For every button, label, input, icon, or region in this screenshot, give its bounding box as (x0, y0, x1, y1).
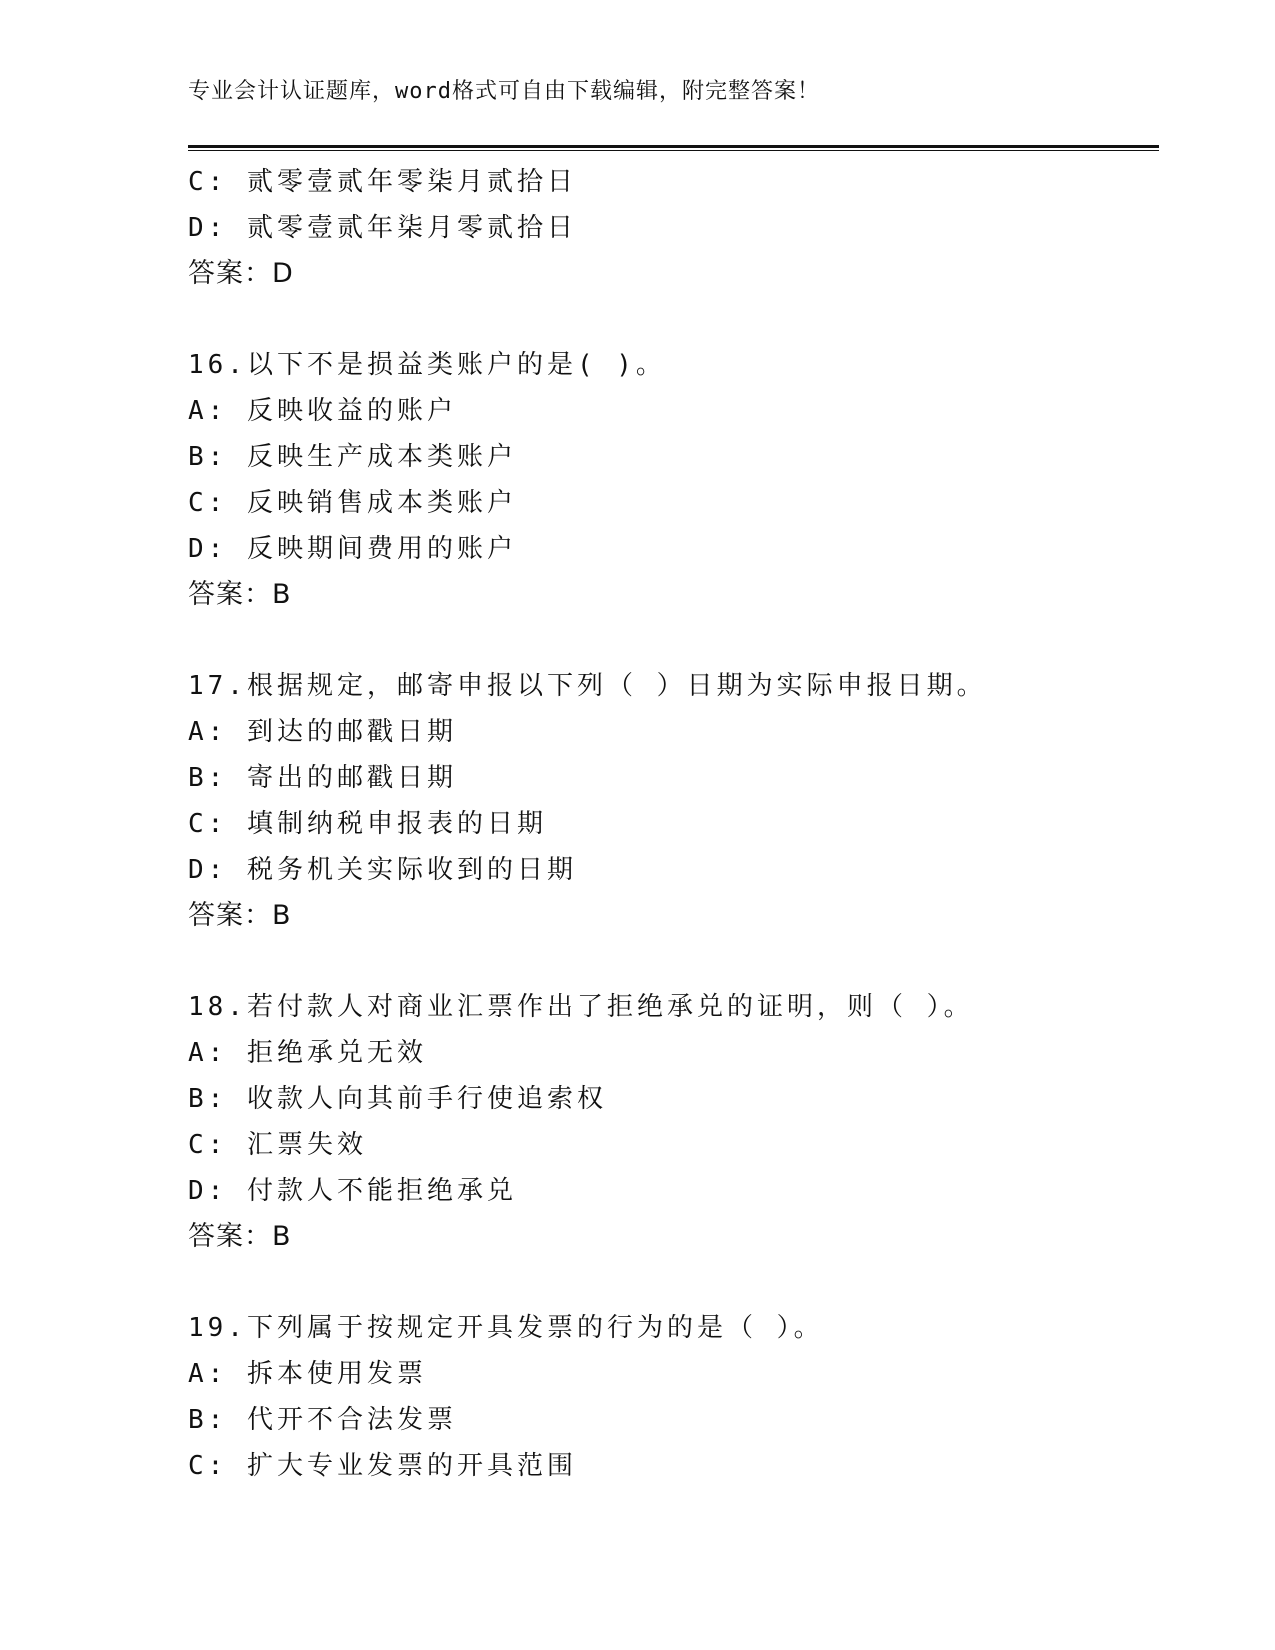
option-c: C: 扩大专业发票的开具范围 (188, 1451, 577, 1481)
option-a: A: 拆本使用发票 (188, 1359, 427, 1389)
header-divider (188, 145, 1159, 151)
answer: 答案：B (188, 1221, 292, 1252)
question-stem: 16.以下不是损益类账户的是( )。 (188, 350, 666, 380)
option-b: B: 代开不合法发票 (188, 1405, 457, 1435)
option-b: B: 收款人向其前手行使追索权 (188, 1084, 607, 1114)
option-a: A: 反映收益的账户 (188, 396, 457, 426)
option-c: C: 汇票失效 (188, 1130, 367, 1160)
option-d: D: 税务机关实际收到的日期 (188, 855, 577, 885)
question-17 (188, 663, 1168, 939)
page-header: 专业会计认证题库，word格式可自由下载编辑，附完整答案！ (188, 79, 820, 104)
option-b: B: 反映生产成本类账户 (188, 442, 517, 472)
question-15-tail (188, 159, 1168, 297)
answer: 答案：B (188, 579, 292, 610)
question-16 (188, 342, 1168, 618)
question-stem: 18.若付款人对商业汇票作出了拒绝承兑的证明，则（ ）。 (188, 992, 974, 1022)
option-b: B: 寄出的邮戳日期 (188, 763, 457, 793)
option-a: A: 到达的邮戳日期 (188, 717, 457, 747)
option-c: C: 反映销售成本类账户 (188, 488, 517, 518)
question-stem: 19.下列属于按规定开具发票的行为的是（ ）。 (188, 1313, 824, 1343)
option-c: C: 贰零壹贰年零柒月贰拾日 (188, 167, 577, 197)
question-stem: 17.根据规定，邮寄申报以下列（ ）日期为实际申报日期。 (188, 671, 987, 701)
option-d: D: 反映期间费用的账户 (188, 534, 517, 564)
answer: 答案：D (188, 258, 294, 289)
answer: 答案：B (188, 900, 292, 931)
option-d: D: 付款人不能拒绝承兑 (188, 1176, 517, 1206)
question-18 (188, 984, 1168, 1260)
question-list (188, 159, 1168, 1489)
option-d: D: 贰零壹贰年柒月零贰拾日 (188, 213, 577, 243)
question-19 (188, 1305, 1168, 1489)
option-c: C: 填制纳税申报表的日期 (188, 809, 547, 839)
option-a: A: 拒绝承兑无效 (188, 1038, 427, 1068)
